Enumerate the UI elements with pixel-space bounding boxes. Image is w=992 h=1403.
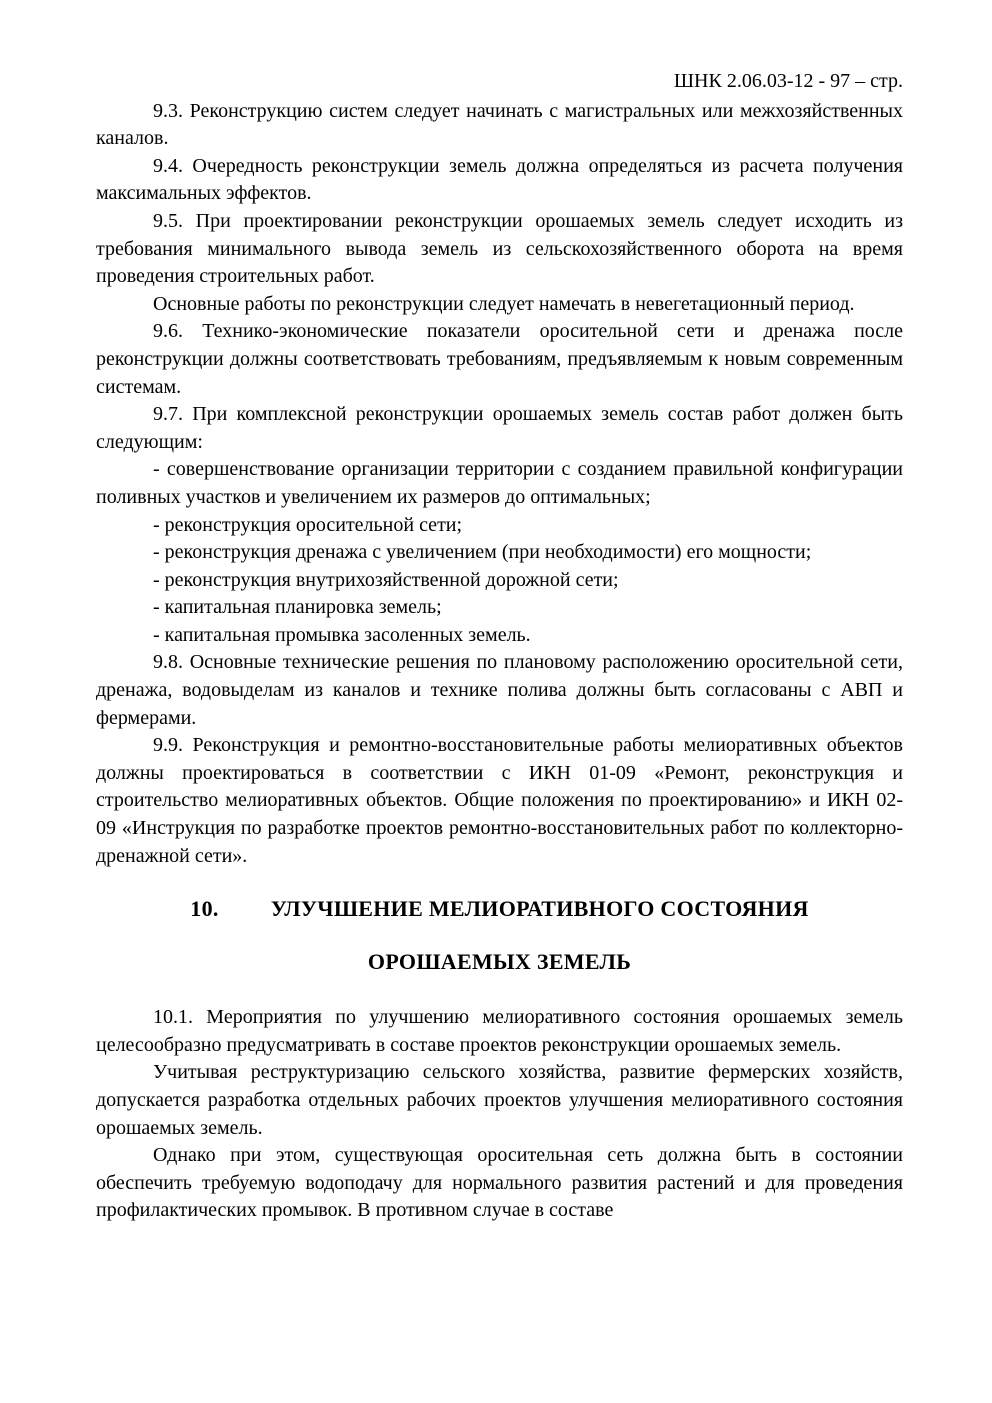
clause-9-5: 9.5. При проектировании реконструкции орошаемых земель следует исходить из требования минимального вывода земель из сельскохозяйственного оборота на время проведения строительных работ. — [96, 209, 903, 288]
clause-10-1: 10.1. Мероприятия по улучшению мелиоративного состояния орошаемых земель целесообразно предусматривать в составе проектов реконструкции орошаемых земель. — [96, 1006, 903, 1056]
clause-9-9: 9.9. Реконструкция и ремонтно-восстановительные работы мелиоративных объектов должны проектироваться в соответствии с ИКН 01-09 «Ремонт, реконструкция и строительство мелиоративных объектов. Общие положения по проектированию» и ИКН 02-09 «Инструкция по разработке проектов ремонтно-восстановительных работ по коллекторно-дренажной сети». — [96, 734, 903, 867]
list-item-land-leveling: - капитальная планировка земель; — [153, 596, 442, 619]
list-item-drainage: - реконструкция дренажа с увеличением (при необходимости) его мощности; — [153, 541, 812, 564]
section-title-line2: ОРОШАЕМЫХ ЗЕМЕЛЬ — [367, 949, 632, 975]
para-existing-network-capacity: Однако при этом, существующая оросительная сеть должна быть в состоянии обеспечить требуемую водоподачу для нормального развития растений и для проведения профилактических промывок. В противном случае в составе — [96, 1144, 903, 1222]
section-10-heading — [96, 894, 903, 977]
page-header: ШНК 2.06.03-12 - 97 – стр. — [673, 70, 903, 92]
clause-9-7: 9.7. При комплексной реконструкции орошаемых земель состав работ должен быть следующим: — [96, 403, 903, 453]
para-farm-restructuring: Учитывая реструктуризацию сельского хозяйства, развитие фермерских хозяйств, допускается разработка отдельных рабочих проектов улучшения мелиоративного состояния орошаемых земель. — [96, 1061, 903, 1139]
para-offseason-works: Основные работы по реконструкции следует намечать в невегетационный период. — [153, 292, 855, 315]
list-item-territory-organization: - совершенствование организации территории с созданием правильной конфигурации поливных участков и увеличением их размеров до оптимальных; — [96, 458, 903, 508]
section-title-line1: УЛУЧШЕНИЕ МЕЛИОРАТИВНОГО СОСТОЯНИЯ — [270, 896, 809, 922]
clause-9-3: 9.3. Реконструкцию систем следует начинать с магистральных или межхозяйственных каналов. — [96, 99, 903, 150]
clause-9-6: 9.6. Технико-экономические показатели оросительной сети и дренажа после реконструкции должны соответствовать требованиям, предъявляемым к новым современным системам. — [96, 320, 903, 398]
list-item-saline-leaching: - капитальная промывка засоленных земель. — [153, 623, 531, 646]
clause-9-4: 9.4. Очередность реконструкции земель должна определяться из расчета получения максимальных эффектов. — [96, 154, 903, 205]
clause-9-8: 9.8. Основные технические решения по плановому расположению оросительной сети, дренажа, водовыделам из каналов и технике полива должны быть согласованы с АВП и фермерами. — [96, 651, 903, 729]
list-item-irrigation-network: - реконструкция оросительной сети; — [153, 513, 463, 536]
list-item-road-network: - реконструкция внутрихозяйственной дорожной сети; — [153, 568, 619, 591]
section-number: 10. — [190, 896, 219, 922]
